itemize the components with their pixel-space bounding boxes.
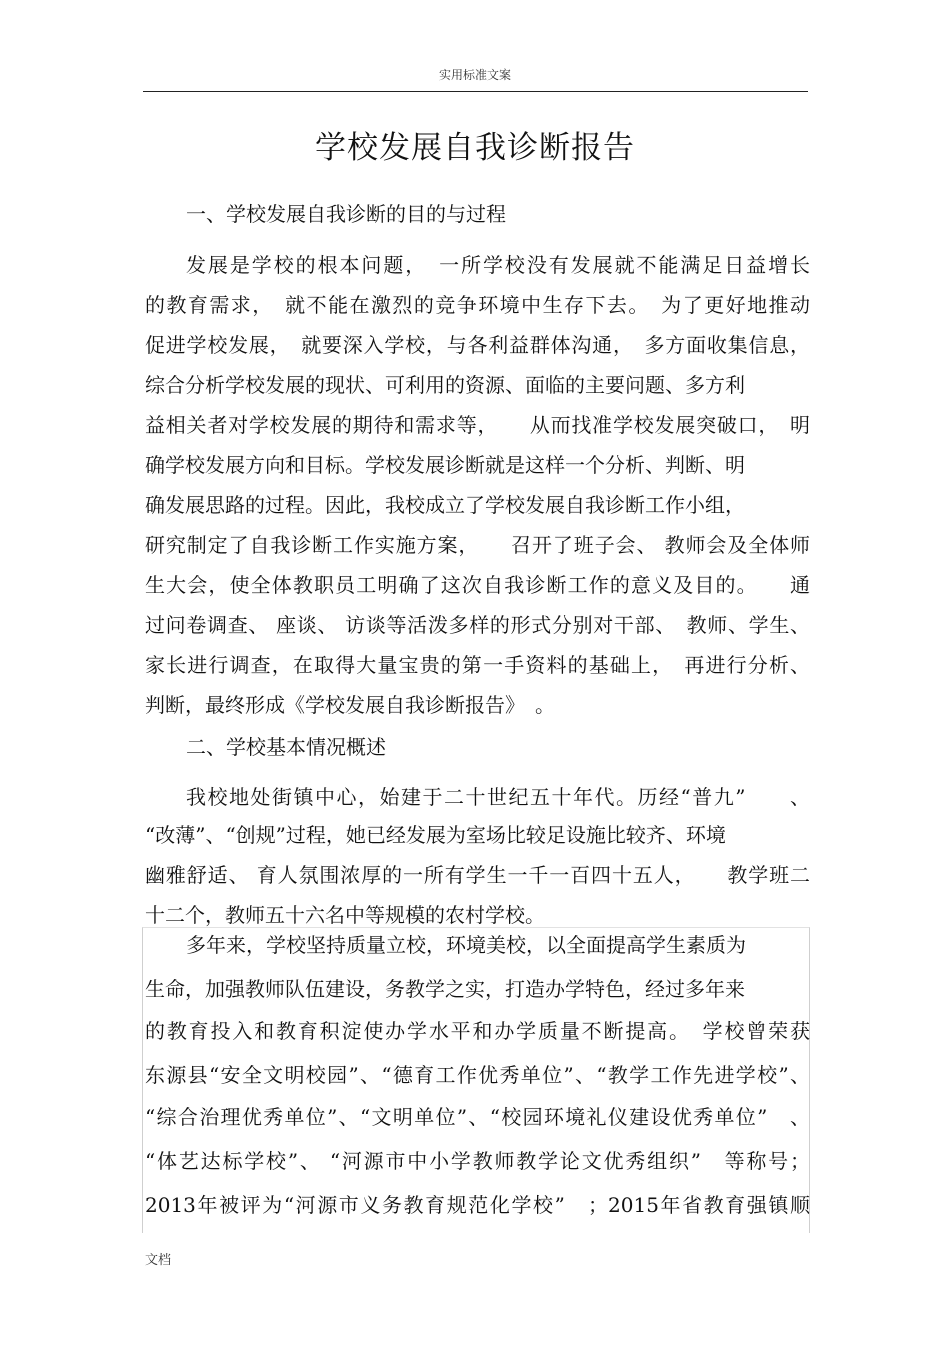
paragraph-line: 十二个，教师五十六名中等规模的农村学校。 [145,903,545,927]
paragraph-line: 2013年被评为“河源市义务教育规范化学校” ；2015年省教育强镇顺 [145,1193,810,1217]
section-heading-2: 二、学校基本情况概述 [186,735,386,759]
paragraph-line: 我校地处街镇中心，始建于二十世纪五十年代。历经“普九” 、 [186,785,810,809]
paragraph-line: “改薄”、“创规”过程，她已经发展为室场比较足设施比较齐、环境 [145,823,726,847]
paragraph-line: 促进学校发展， 就要深入学校，与各利益群体沟通， 多方面收集信息， [145,333,810,357]
paragraph-line: 的教育需求， 就不能在激烈的竞争环境中生存下去。 为了更好地推动 [145,293,810,317]
paragraph-line: 多年来，学校坚持质量立校，环境美校，以全面提高学生素质为 [186,933,746,957]
paragraph-line: 确学校发展方向和目标。学校发展诊断就是这样一个分析、判断、明 [145,453,745,477]
header-divider [143,91,808,92]
paragraph-line: 益相关者对学校发展的期待和需求等， 从而找准学校发展突破口， 明 [145,413,810,437]
paragraph-line: 生命，加强教师队伍建设，务教学之实，打造办学特色，经过多年来 [145,977,745,1001]
paragraph-line: 确发展思路的过程。因此，我校成立了学校发展自我诊断工作小组， [145,493,745,517]
paragraph-line: “体艺达标学校”、 “河源市中小学教师教学论文优秀组织” 等称号； [145,1149,810,1173]
paragraph-line: 综合分析学校发展的现状、可利用的资源、面临的主要问题、多方利 [145,373,745,397]
document-title: 学校发展自我诊断报告 [315,130,635,166]
paragraph-line: “综合治理优秀单位”、“文明单位”、“校园环境礼仪建设优秀单位” 、 [145,1105,810,1129]
paragraph-line: 生大会，使全体教职员工明确了这次自我诊断工作的意义及目的。 通 [145,573,810,597]
paragraph-line: 东源县“安全文明校园”、“德育工作优秀单位”、“教学工作先进学校”、 [145,1063,810,1087]
paragraph-line: 过问卷调查、 座谈、 访谈等活泼多样的形式分别对干部、 教师、学生、 [145,613,810,637]
paragraph-line: 发展是学校的根本问题， 一所学校没有发展就不能满足日益增长 [186,253,810,277]
paragraph-line: 判断，最终形成《学校发展自我诊断报告》 。 [145,693,555,717]
page-footer: 文档 [145,1253,172,1268]
section-heading-1: 一、学校发展自我诊断的目的与过程 [186,202,506,226]
page-header: 实用标准文案 [438,68,511,82]
paragraph-line: 幽雅舒适、 育人氛围浓厚的一所有学生一千一百四十五人， 教学班二 [145,863,810,887]
paragraph-line: 的教育投入和教育积淀使办学水平和办学质量不断提高。 学校曾荣获 [145,1019,810,1043]
paragraph-line: 研究制定了自我诊断工作实施方案， 召开了班子会、 教师会及全体师 [145,533,810,557]
paragraph-line: 家长进行调查，在取得大量宝贵的第一手资料的基础上， 再进行分析、 [145,653,810,677]
